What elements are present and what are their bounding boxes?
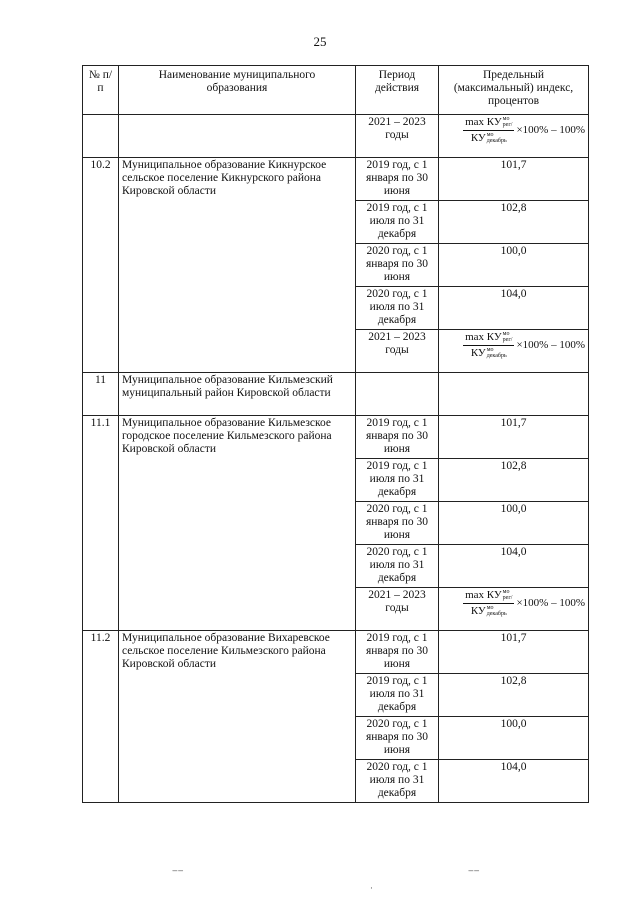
formula-tail: ×100% – 100% <box>516 124 585 136</box>
formula-cell <box>439 330 589 373</box>
period-cell: 2020 год, с 1 июля по 31 декабря <box>356 760 439 803</box>
index-cell: 104,0 <box>439 545 589 588</box>
formula-denominator <box>469 604 509 618</box>
header-num: № п/п <box>83 66 119 115</box>
formula-sup: мо <box>502 116 510 123</box>
formula-sub-bottom: декабрь <box>486 611 507 618</box>
page-number: 25 <box>313 34 327 49</box>
header-period: Период действия <box>356 66 439 115</box>
period-cell: 2020 год, с 1 января по 30 июня <box>356 502 439 545</box>
period-cell <box>356 373 439 416</box>
index-formula <box>442 589 585 618</box>
formula-sup: мо <box>486 132 494 139</box>
formula-cell <box>439 588 589 631</box>
scan-mark: ‒‒ <box>172 866 184 876</box>
formula-sub-top: рег/ <box>502 595 513 602</box>
period-cell: 2020 год, с 1 января по 30 июня <box>356 244 439 287</box>
formula-cell <box>439 115 589 158</box>
index-cell: 102,8 <box>439 201 589 244</box>
period-cell: 2019 год, с 1 июля по 31 декабря <box>356 674 439 717</box>
index-cell <box>439 373 589 416</box>
row-num: 11.1 <box>83 416 119 631</box>
tariff-index-table <box>82 65 589 803</box>
index-cell: 104,0 <box>439 760 589 803</box>
index-cell: 104,0 <box>439 287 589 330</box>
formula-sub-bottom: декабрь <box>486 353 507 360</box>
period-cell: 2019 год, с 1 января по 30 июня <box>356 158 439 201</box>
table-row <box>83 631 589 674</box>
formula-tail: ×100% – 100% <box>516 339 585 351</box>
formula-numerator <box>463 589 514 604</box>
index-cell: 100,0 <box>439 244 589 287</box>
row-name: Муниципальное образование Вихаревское сельское поселение Кильмезского района Кировской области <box>119 631 356 803</box>
formula-sup: мо <box>502 331 510 338</box>
period-cell: 2019 год, с 1 января по 30 июня <box>356 631 439 674</box>
formula-max-ku: max КУ <box>465 589 502 601</box>
row-name: Муниципальное образование Кильмезское городское поселение Кильмезского района Кировской области <box>119 416 356 631</box>
formula-sub-bottom: декабрь <box>486 138 507 145</box>
row-num: 11 <box>83 373 119 416</box>
index-cell: 102,8 <box>439 459 589 502</box>
formula-max-ku: max КУ <box>465 331 502 343</box>
period-cell: 2021 – 2023 годы <box>356 588 439 631</box>
period-cell: 2020 год, с 1 июля по 31 декабря <box>356 545 439 588</box>
formula-ku: КУ <box>470 605 486 617</box>
index-cell: 100,0 <box>439 502 589 545</box>
index-formula <box>442 116 585 145</box>
row-num: 10.2 <box>83 158 119 373</box>
formula-denominator <box>469 131 509 145</box>
formula-numerator <box>463 116 514 131</box>
row-num: 11.2 <box>83 631 119 803</box>
header-index: Предельный (максимальный) индекс, процентов <box>439 66 589 115</box>
index-cell: 102,8 <box>439 674 589 717</box>
formula-fraction <box>463 589 514 618</box>
index-cell: 101,7 <box>439 416 589 459</box>
period-cell: 2019 год, с 1 июля по 31 декабря <box>356 201 439 244</box>
table-row <box>83 115 589 158</box>
period-cell: 2021 – 2023 годы <box>356 330 439 373</box>
period-cell: 2019 год, с 1 июля по 31 декабря <box>356 459 439 502</box>
index-formula <box>442 331 585 360</box>
formula-numerator <box>463 331 514 346</box>
formula-fraction <box>463 331 514 360</box>
formula-sup: мо <box>486 347 494 354</box>
period-cell: 2021 – 2023 годы <box>356 115 439 158</box>
header-name: Наименование муниципального образования <box>119 66 356 115</box>
table-row <box>83 416 589 459</box>
formula-sup: мо <box>486 605 494 612</box>
row-name: Муниципальное образование Кильмезский муниципальный район Кировской области <box>119 373 356 416</box>
period-cell: 2020 год, с 1 июля по 31 декабря <box>356 287 439 330</box>
table-header-row <box>83 66 589 115</box>
formula-fraction <box>463 116 514 145</box>
formula-denominator <box>469 346 509 360</box>
formula-sub-top: рег/ <box>502 122 513 129</box>
formula-sub-top: рег/ <box>502 337 513 344</box>
index-cell: 101,7 <box>439 631 589 674</box>
period-cell: 2019 год, с 1 января по 30 июня <box>356 416 439 459</box>
row-name: Муниципальное образование Кикнурское сельское поселение Кикнурского района Кировской области <box>119 158 356 373</box>
formula-max-ku: max КУ <box>465 116 502 128</box>
scan-mark: ‒‒ <box>468 866 480 876</box>
table-row <box>83 373 589 416</box>
scan-mark: · <box>370 884 373 894</box>
formula-ku: КУ <box>470 132 486 144</box>
formula-tail: ×100% – 100% <box>516 597 585 609</box>
formula-ku: КУ <box>470 347 486 359</box>
period-cell: 2020 год, с 1 января по 30 июня <box>356 717 439 760</box>
index-cell: 100,0 <box>439 717 589 760</box>
row-name <box>119 115 356 158</box>
row-num <box>83 115 119 158</box>
index-cell: 101,7 <box>439 158 589 201</box>
formula-sup: мо <box>502 589 510 596</box>
table-row <box>83 158 589 201</box>
